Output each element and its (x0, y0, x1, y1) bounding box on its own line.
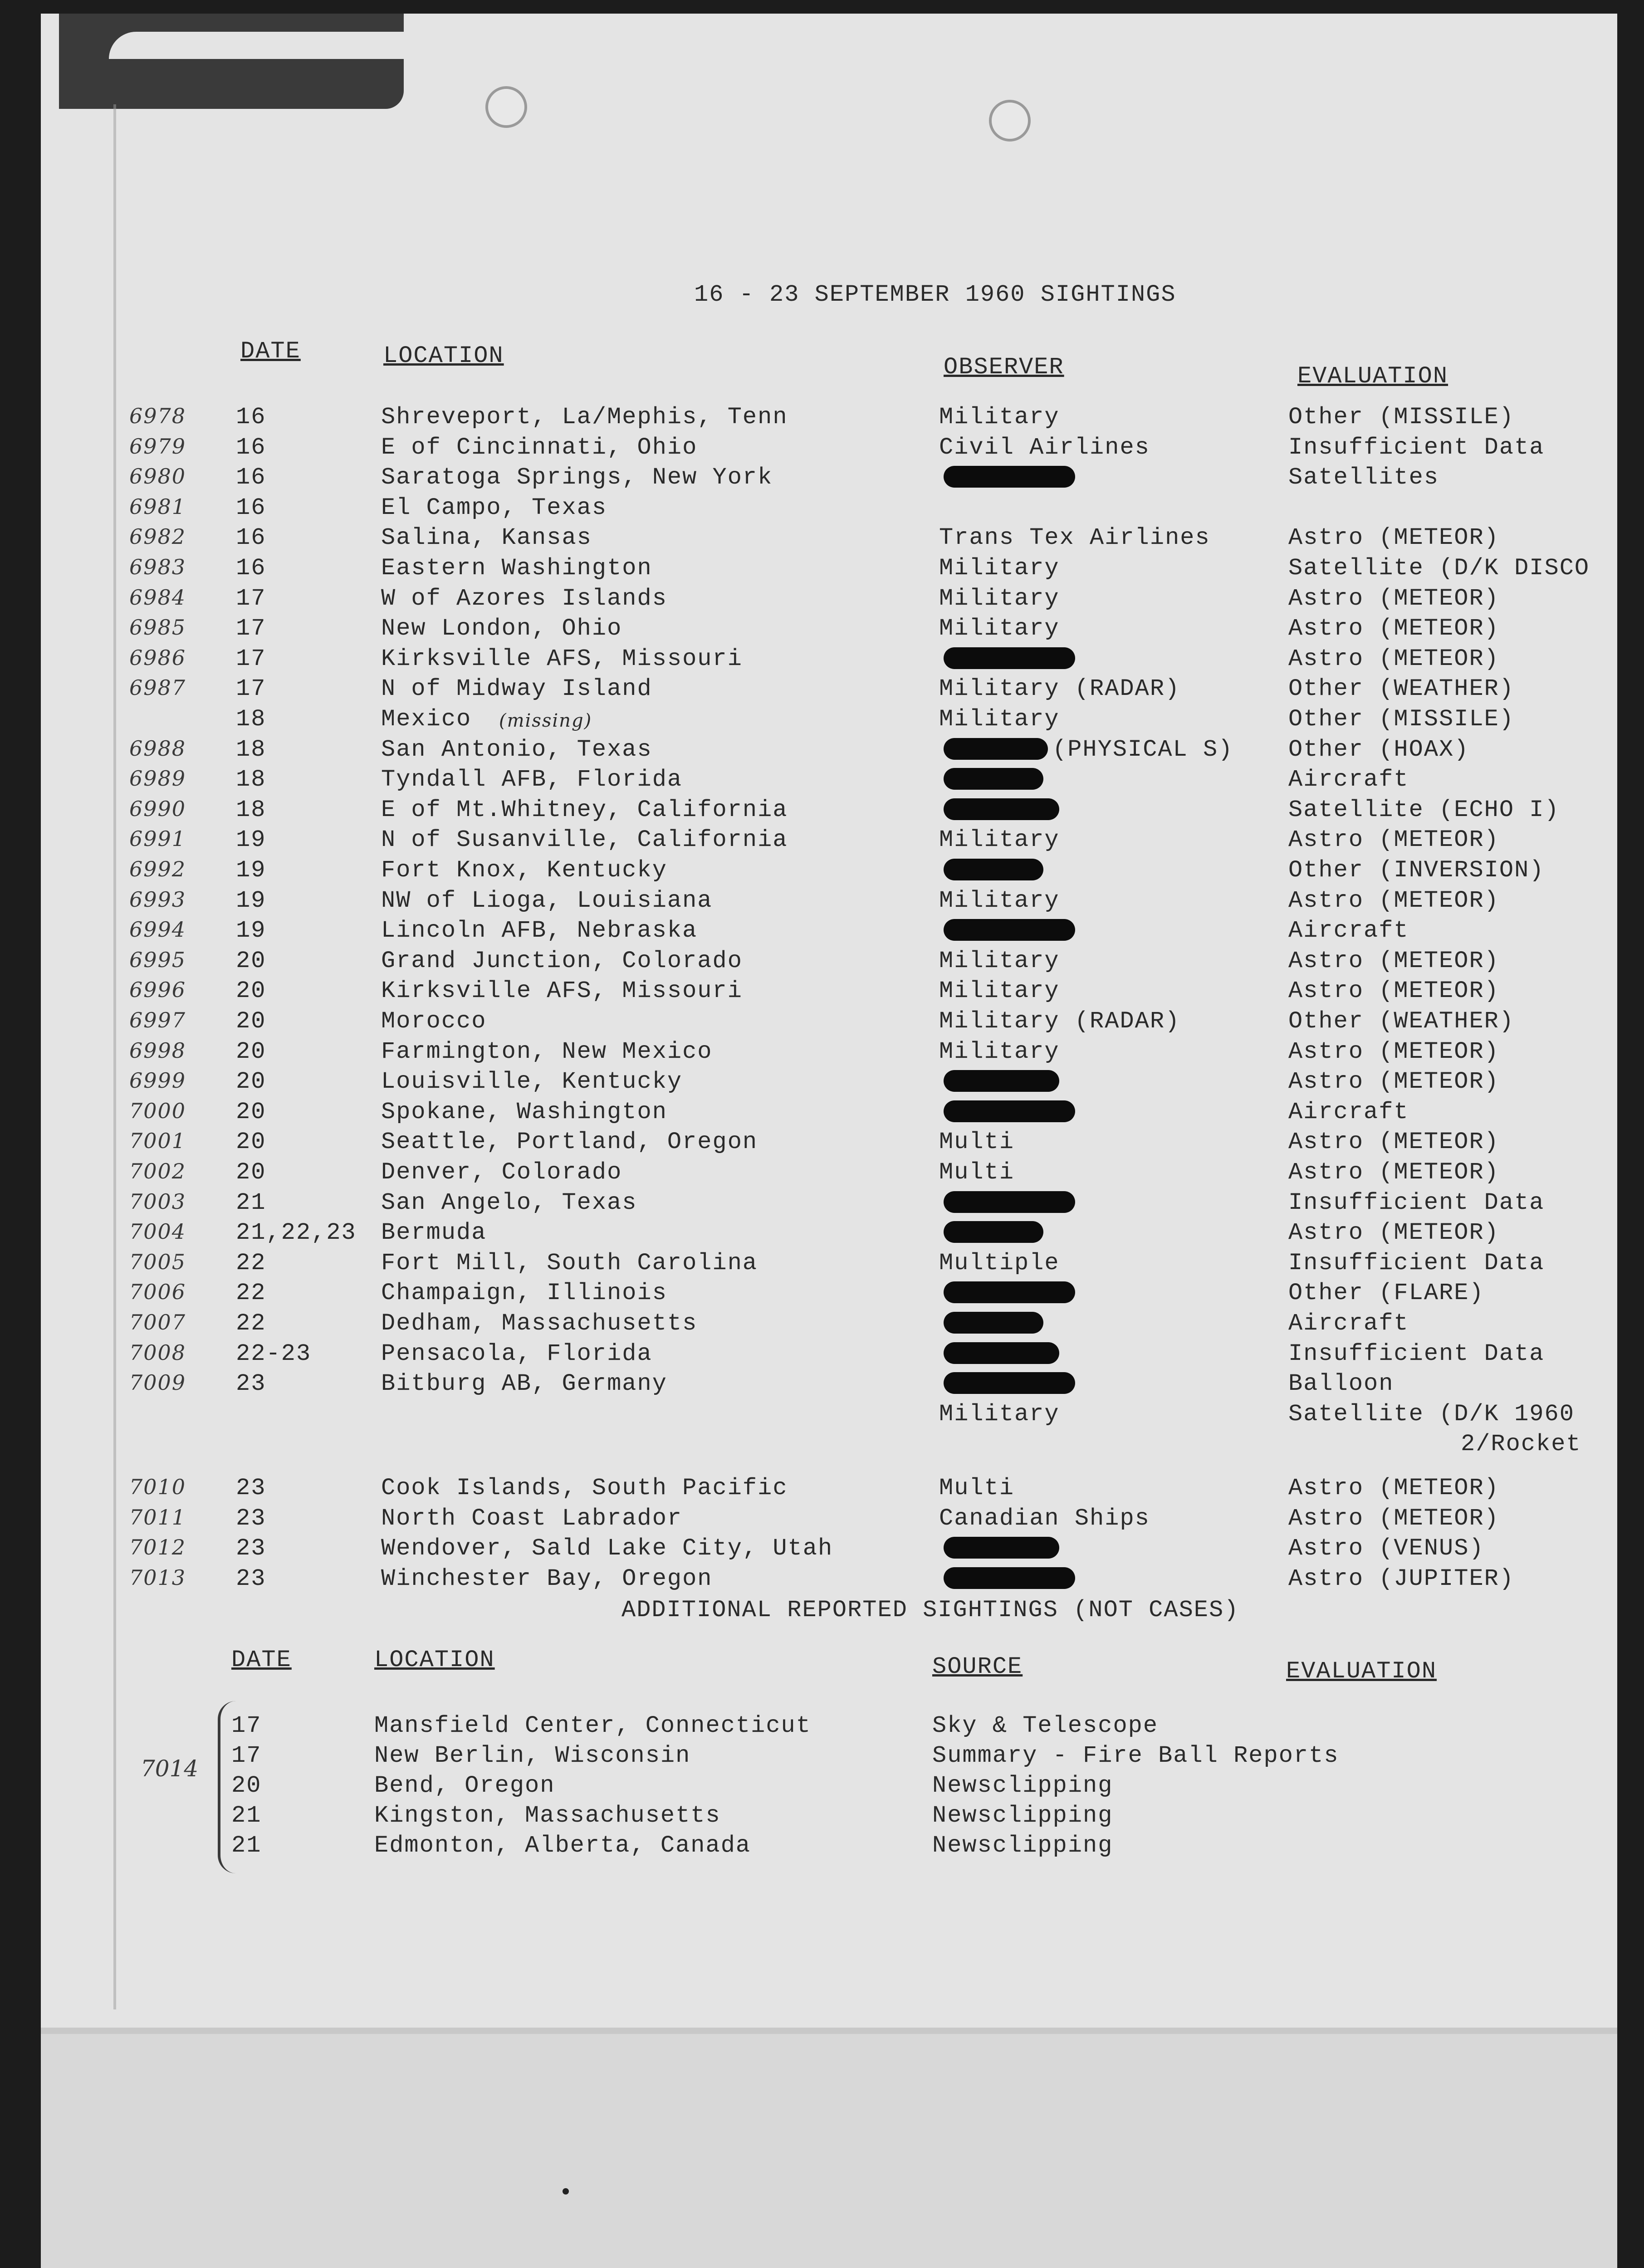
case-number: 6987 (129, 675, 186, 700)
sighting-location: Salina, Kansas (381, 524, 592, 552)
sighting-date: 21 (236, 1189, 266, 1216)
table-row (41, 706, 1617, 736)
table-row (41, 1431, 1617, 1461)
ink-dot (563, 2188, 569, 2195)
sighting-evaluation: Astro (METEOR) (1288, 615, 1499, 642)
sighting-date: 19 (236, 917, 266, 944)
sighting-location: Wendover, Sald Lake City, Utah (381, 1535, 833, 1562)
case-number: 6979 (129, 434, 186, 459)
table-row (41, 978, 1617, 1007)
sighting-location: Shreveport, La/Mephis, Tenn (381, 404, 788, 430)
table-row (41, 1340, 1617, 1370)
sighting-evaluation: Insufficient Data (1288, 1189, 1545, 1216)
case-number: 6988 (129, 736, 186, 761)
sighting-observer: Multi (939, 1159, 1015, 1186)
case-number: 6986 (129, 645, 186, 670)
redaction-mark (944, 1312, 1043, 1334)
lower-page-area (41, 2028, 1617, 2268)
sighting-observer: Civil Airlines (939, 434, 1150, 461)
sighting-date: 20 (236, 1008, 266, 1035)
table-row (41, 1129, 1617, 1158)
folder-tab (59, 14, 404, 109)
sighting-date: 19 (236, 826, 266, 854)
additional-date: 17 (231, 1712, 262, 1739)
sighting-location: Grand Junction, Colorado (381, 947, 743, 974)
sighting-evaluation: Astro (METEOR) (1288, 978, 1499, 1005)
case-number: 7006 (129, 1280, 186, 1305)
case-number: 7009 (129, 1370, 186, 1395)
sighting-observer: Multiple (939, 1249, 1060, 1276)
sighting-evaluation: Astro (METEOR) (1288, 826, 1499, 854)
additional-date: 21 (231, 1802, 262, 1829)
table-row (41, 1772, 1617, 1802)
case-number: 7007 (129, 1310, 186, 1334)
additional-location: Mansfield Center, Connecticut (374, 1712, 811, 1739)
sighting-date: 18 (236, 796, 266, 823)
sighting-location: Farmington, New Mexico (381, 1038, 713, 1065)
sighting-evaluation: Astro (METEOR) (1288, 1129, 1499, 1156)
sighting-date: 23 (236, 1565, 266, 1592)
additional-date: 17 (231, 1742, 262, 1769)
sighting-observer: Military (939, 555, 1060, 582)
case-number: 6995 (129, 947, 186, 972)
handwritten-note: (missing) (499, 710, 592, 731)
sighting-observer: Military (939, 404, 1060, 430)
sighting-date: 23 (236, 1370, 266, 1398)
redaction-mark (944, 1372, 1075, 1394)
additional-date: 20 (231, 1772, 262, 1799)
table-row (41, 645, 1617, 675)
additional-source: Sky & Telescope (932, 1712, 1159, 1739)
case-number: 6990 (129, 796, 186, 821)
sighting-date: 17 (236, 615, 266, 642)
case-number: 6983 (129, 555, 186, 579)
sighting-evaluation: Astro (METEOR) (1288, 887, 1499, 914)
header-evaluation: EVALUATION (1297, 363, 1448, 390)
sighting-evaluation: Astro (JUPITER) (1288, 1565, 1515, 1592)
table-row (41, 1159, 1617, 1189)
table-row (41, 1535, 1617, 1565)
case-number: 6998 (129, 1038, 186, 1063)
case-number: 7011 (129, 1505, 186, 1530)
sighting-evaluation: Satellite (D/K DISCO (1288, 555, 1590, 582)
table-row (41, 434, 1617, 464)
punch-hole (485, 86, 527, 128)
case-number: 6994 (129, 917, 186, 942)
redaction-mark (944, 1537, 1059, 1559)
case-number: 6996 (129, 978, 186, 1002)
case-number: 6980 (129, 464, 186, 489)
table-row (41, 887, 1617, 917)
sighting-evaluation: Astro (METEOR) (1288, 1068, 1499, 1095)
sighting-date: 20 (236, 1038, 266, 1065)
sighting-evaluation: Astro (METEOR) (1288, 947, 1499, 974)
sighting-evaluation: Aircraft (1288, 1310, 1409, 1337)
sighting-location: Mexico (381, 706, 472, 733)
additional-date: 21 (231, 1832, 262, 1859)
table-row (41, 1712, 1617, 1742)
sighting-evaluation: Astro (METEOR) (1288, 1505, 1499, 1532)
table-row (41, 1370, 1617, 1400)
sighting-location: Cook Islands, South Pacific (381, 1475, 788, 1501)
sighting-date: 23 (236, 1475, 266, 1501)
sighting-observer: Military (939, 887, 1060, 914)
table-row (41, 948, 1617, 978)
sighting-location: Kirksville AFS, Missouri (381, 645, 743, 672)
sighting-date: 20 (236, 1159, 266, 1186)
sighting-observer: Military (939, 615, 1060, 642)
case-number: 6982 (129, 524, 186, 549)
sighting-date: 16 (236, 464, 266, 491)
case-number: 6993 (129, 887, 186, 912)
table-row (41, 766, 1617, 796)
additional-source: Newsclipping (932, 1802, 1113, 1829)
table-row (41, 1505, 1617, 1535)
table-row (41, 464, 1617, 494)
punch-hole (989, 100, 1031, 142)
sighting-date: 22-23 (236, 1340, 312, 1367)
sighting-evaluation: Insufficient Data (1288, 1249, 1545, 1276)
sighting-evaluation: Other (WEATHER) (1288, 1008, 1515, 1035)
sighting-evaluation: Aircraft (1288, 917, 1409, 944)
sighting-date: 17 (236, 645, 266, 672)
sighting-location: Pensacola, Florida (381, 1340, 652, 1367)
sighting-location: Louisville, Kentucky (381, 1068, 683, 1095)
table-row (41, 1832, 1617, 1862)
sighting-location: Denver, Colorado (381, 1159, 622, 1186)
sighting-observer: Military (939, 826, 1060, 854)
redaction-mark (944, 859, 1043, 880)
table-row (41, 1099, 1617, 1129)
sighting-evaluation: Other (WEATHER) (1288, 675, 1515, 703)
table-row (41, 1742, 1617, 1772)
case-number: 6999 (129, 1068, 186, 1093)
additional-location: New Berlin, Wisconsin (374, 1742, 691, 1769)
sighting-evaluation: Satellite (D/K 1960 (1288, 1400, 1575, 1427)
table-row (41, 615, 1617, 645)
sighting-location: Fort Mill, South Carolina (381, 1249, 758, 1276)
table-row (41, 736, 1617, 766)
sighting-evaluation: Satellite (ECHO I) (1288, 796, 1560, 823)
case-number: 6981 (129, 494, 186, 519)
sighting-location: E of Cincinnati, Ohio (381, 434, 698, 461)
table-row (41, 585, 1617, 615)
sighting-evaluation: Other (INVERSION) (1288, 857, 1545, 884)
sighting-location: E of Mt.Whitney, California (381, 796, 788, 823)
redaction-mark (944, 768, 1043, 790)
redaction-mark (944, 1070, 1059, 1092)
table-row (41, 1802, 1617, 1832)
sighting-date: 16 (236, 494, 266, 521)
sighting-observer: Canadian Ships (939, 1505, 1150, 1532)
sighting-evaluation: Insufficient Data (1288, 1340, 1545, 1367)
sighting-location: Seattle, Portland, Oregon (381, 1129, 758, 1156)
sighting-evaluation: Astro (METEOR) (1288, 1475, 1499, 1501)
additional-location: Bend, Oregon (374, 1772, 555, 1799)
case-number: 7000 (129, 1098, 186, 1123)
sighting-evaluation: Aircraft (1288, 766, 1409, 793)
sighting-location: Bermuda (381, 1219, 487, 1246)
sighting-date: 20 (236, 1098, 266, 1125)
sighting-date: 16 (236, 555, 266, 582)
sighting-evaluation: Astro (METEOR) (1288, 585, 1499, 612)
table-row (41, 494, 1617, 524)
sighting-location: San Angelo, Texas (381, 1189, 637, 1216)
sighting-evaluation: Aircraft (1288, 1098, 1409, 1125)
sighting-observer: Military (RADAR) (939, 675, 1180, 703)
case-number: 7013 (129, 1565, 186, 1590)
redaction-mark (944, 798, 1059, 820)
sighting-observer: Military (939, 1038, 1060, 1065)
table-row (41, 555, 1617, 585)
case-number: 7012 (129, 1535, 186, 1560)
table-row (41, 1250, 1617, 1280)
sighting-evaluation: Other (HOAX) (1288, 736, 1469, 763)
case-number: 6978 (129, 404, 186, 428)
sighting-evaluation: Astro (METEOR) (1288, 524, 1499, 552)
additional-header-evaluation: EVALUATION (1286, 1658, 1437, 1685)
additional-header-date: DATE (231, 1647, 292, 1673)
table-row (41, 826, 1617, 856)
case-number: 6985 (129, 615, 186, 640)
sighting-observer: Trans Tex Airlines (939, 524, 1210, 552)
sighting-location: Champaign, Illinois (381, 1280, 667, 1307)
table-row (41, 675, 1617, 705)
redaction-mark (944, 1191, 1075, 1213)
sighting-location: El Campo, Texas (381, 494, 607, 521)
case-number: 7005 (129, 1249, 186, 1274)
sighting-location: Lincoln AFB, Nebraska (381, 917, 698, 944)
sighting-date: 21,22,23 (236, 1219, 357, 1246)
sighting-date: 16 (236, 434, 266, 461)
sighting-location: N of Susanville, California (381, 826, 788, 854)
sighting-date: 23 (236, 1535, 266, 1562)
sighting-date: 19 (236, 857, 266, 884)
sighting-evaluation: Other (FLARE) (1288, 1280, 1484, 1307)
case-number: 6991 (129, 826, 186, 851)
sighting-date: 17 (236, 675, 266, 703)
sighting-location: Fort Knox, Kentucky (381, 857, 667, 884)
case-number: 7010 (129, 1475, 186, 1499)
table-row (41, 1310, 1617, 1340)
sighting-observer: Military (939, 585, 1060, 612)
sighting-evaluation: Astro (METEOR) (1288, 645, 1499, 672)
redaction-mark (944, 1221, 1043, 1243)
table-row (41, 1068, 1617, 1098)
additional-source: Newsclipping (932, 1772, 1113, 1799)
additional-location: Edmonton, Alberta, Canada (374, 1832, 751, 1859)
sighting-date: 22 (236, 1280, 266, 1307)
sighting-date: 23 (236, 1505, 266, 1532)
table-row (41, 1475, 1617, 1505)
sighting-location: Tyndall AFB, Florida (381, 766, 683, 793)
sighting-date: 19 (236, 887, 266, 914)
sighting-location: New London, Ohio (381, 615, 622, 642)
redaction-mark (944, 466, 1075, 488)
document-sheet (41, 14, 1617, 2268)
sighting-evaluation: Satellites (1288, 464, 1439, 491)
sighting-evaluation: Astro (VENUS) (1288, 1535, 1484, 1562)
sighting-evaluation: Other (MISSILE) (1288, 404, 1515, 430)
table-row (41, 1038, 1617, 1068)
table-row (41, 1219, 1617, 1249)
sighting-location: Dedham, Massachusetts (381, 1310, 698, 1337)
case-number: 6997 (129, 1008, 186, 1032)
sighting-location: Kirksville AFS, Missouri (381, 978, 743, 1005)
sighting-location: Saratoga Springs, New York (381, 464, 773, 491)
header-date: DATE (240, 338, 301, 365)
sighting-evaluation: Astro (METEOR) (1288, 1219, 1499, 1246)
header-observer: OBSERVER (944, 354, 1064, 381)
sighting-location: North Coast Labrador (381, 1505, 683, 1532)
case-number: 6989 (129, 766, 186, 791)
case-number: 6984 (129, 585, 186, 610)
sighting-observer: Multi (939, 1129, 1015, 1156)
sighting-date: 20 (236, 1129, 266, 1156)
sighting-observer: Military (939, 978, 1060, 1005)
redaction-mark (944, 738, 1048, 760)
sighting-evaluation: Other (MISSILE) (1288, 706, 1515, 733)
sighting-date: 16 (236, 524, 266, 552)
case-number: 6992 (129, 857, 186, 881)
page-title: 16 - 23 SEPTEMBER 1960 SIGHTINGS (694, 281, 1176, 308)
additional-source: Summary - Fire Ball Reports (932, 1742, 1339, 1769)
sighting-observer: (PHYSICAL S) (1052, 736, 1233, 763)
table-row (41, 797, 1617, 826)
table-row (41, 1280, 1617, 1310)
sighting-location: Winchester Bay, Oregon (381, 1565, 713, 1592)
redaction-mark (944, 1100, 1075, 1122)
sighting-date: 18 (236, 766, 266, 793)
redaction-mark (944, 1567, 1075, 1589)
table-row (41, 1189, 1617, 1219)
sighting-date: 16 (236, 404, 266, 430)
table-row (41, 524, 1617, 554)
case-number: 7002 (129, 1159, 186, 1183)
table-row (41, 1401, 1617, 1431)
redaction-mark (944, 647, 1075, 669)
table-row (41, 1008, 1617, 1038)
additional-source: Newsclipping (932, 1832, 1113, 1859)
sighting-observer: Military (939, 706, 1060, 733)
table-row (41, 404, 1617, 434)
sighting-evaluation: Astro (METEOR) (1288, 1038, 1499, 1065)
table-row (41, 917, 1617, 947)
sighting-location: San Antonio, Texas (381, 736, 652, 763)
sighting-location: N of Midway Island (381, 675, 652, 703)
case-number: 7008 (129, 1340, 186, 1365)
sighting-date: 17 (236, 585, 266, 612)
redaction-mark (944, 1281, 1075, 1303)
sighting-date: 22 (236, 1249, 266, 1276)
table-row (41, 1565, 1617, 1595)
sighting-date: 20 (236, 947, 266, 974)
redaction-mark (944, 919, 1075, 941)
table-row (41, 857, 1617, 887)
sighting-observer: Military (939, 947, 1060, 974)
sighting-date: 18 (236, 736, 266, 763)
sighting-observer: Military (RADAR) (939, 1008, 1180, 1035)
folder-edge (109, 32, 1617, 59)
header-location: LOCATION (383, 342, 504, 369)
sighting-evaluation: Insufficient Data (1288, 434, 1545, 461)
sighting-location: NW of Lioga, Louisiana (381, 887, 713, 914)
sighting-location: Eastern Washington (381, 555, 652, 582)
sighting-location: Morocco (381, 1008, 487, 1035)
case-number: 7004 (129, 1219, 186, 1244)
sighting-location: Spokane, Washington (381, 1098, 667, 1125)
additional-header-location: LOCATION (374, 1647, 495, 1673)
sighting-evaluation: Astro (METEOR) (1288, 1159, 1499, 1186)
sighting-date: 18 (236, 706, 266, 733)
sighting-location: W of Azores Islands (381, 585, 667, 612)
sighting-date: 22 (236, 1310, 266, 1337)
group-number: 7014 (141, 1755, 199, 1782)
additional-location: Kingston, Massachusetts (374, 1802, 721, 1829)
redaction-mark (944, 1342, 1059, 1364)
additional-header-source: SOURCE (932, 1653, 1023, 1680)
sighting-location: Bitburg AB, Germany (381, 1370, 667, 1398)
case-number: 7001 (129, 1129, 186, 1154)
sighting-date: 20 (236, 978, 266, 1005)
case-number: 7003 (129, 1189, 186, 1214)
sighting-date: 20 (236, 1068, 266, 1095)
additional-title: ADDITIONAL REPORTED SIGHTINGS (NOT CASES) (621, 1597, 1239, 1623)
sighting-observer: Military (939, 1400, 1060, 1427)
sighting-observer: Multi (939, 1475, 1015, 1501)
sighting-evaluation: 2/Rocket (1461, 1431, 1581, 1458)
sighting-evaluation: Balloon (1288, 1370, 1394, 1398)
